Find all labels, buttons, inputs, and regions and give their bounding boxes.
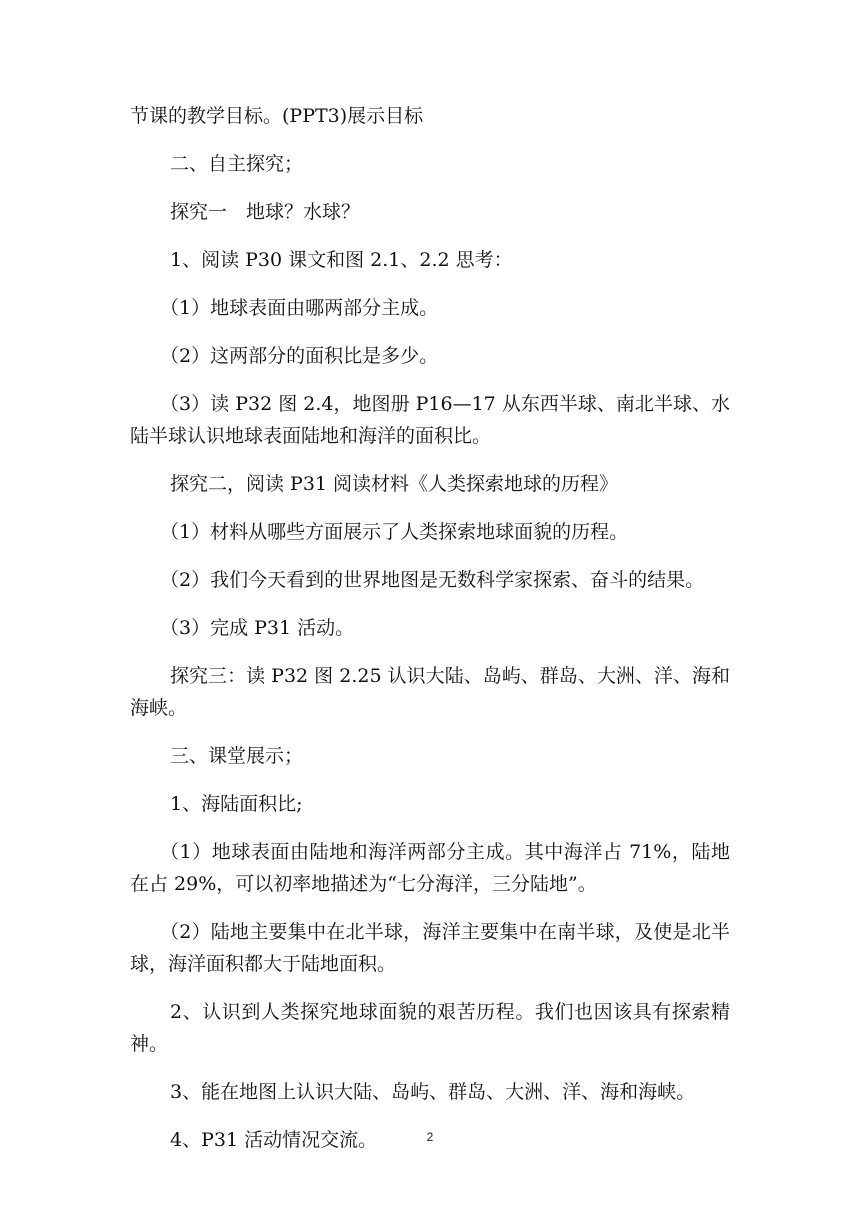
display-item-4: 4、P31 活动情况交流。 bbox=[170, 1129, 378, 1151]
display-item-3: 3、能在地图上认识大陆、岛屿、群岛、大洲、洋、海和海峡。 bbox=[170, 1081, 696, 1103]
section-heading-self-exploration: 二、自主探究； bbox=[170, 153, 304, 175]
section-heading-class-display: 三、课堂展示； bbox=[170, 745, 304, 767]
question-2-2: （2）我们今天看到的世界地图是无数科学家探索、奋斗的结果。 bbox=[160, 569, 705, 591]
exploration-two-title: 探究二，阅读 P31 阅读材料《人类探索地球的历程》 bbox=[170, 473, 619, 495]
question-1-3: （3）读 P32 图 2.4，地图册 P16—17 从东西半球、南北半球、水陆半球认识地球表面陆地和海洋的面积比。 bbox=[130, 393, 730, 447]
question-2-3: （3）完成 P31 活动。 bbox=[160, 617, 355, 639]
paragraph-continuation: 节课的教学目标。(PPT3)展示目标 bbox=[130, 105, 424, 127]
display-item-2: 2、认识到人类探究地球面貌的艰苦历程。我们也因该具有探索精神。 bbox=[130, 1001, 730, 1055]
exploration-three: 探究三：读 P32 图 2.25 认识大陆、岛屿、群岛、大洲、洋、海和海峡。 bbox=[130, 665, 730, 719]
question-1-1: （1）地球表面由哪两部分主成。 bbox=[160, 297, 439, 319]
display-item-1-2: （2）陆地主要集中在北半球，海洋主要集中在南半球，及使是北半球，海洋面积都大于陆地面积。 bbox=[130, 921, 730, 975]
display-item-1-1: （1）地球表面由陆地和海洋两部分主成。其中海洋占 71%，陆地在占 29%，可以初率地描述为“七分海洋，三分陆地”。 bbox=[130, 841, 730, 895]
exploration-one-title: 探究一 地球？水球？ bbox=[170, 201, 361, 223]
exploration-one-item-1: 1、阅读 P30 课文和图 2.1、2.2 思考： bbox=[170, 249, 513, 271]
document-body bbox=[130, 100, 730, 1172]
question-1-2: （2）这两部分的面积比是多少。 bbox=[160, 345, 439, 367]
page-number: 2 bbox=[426, 1130, 434, 1144]
question-2-1: （1）材料从哪些方面展示了人类探索地球面貌的历程。 bbox=[160, 521, 629, 543]
display-item-1: 1、海陆面积比; bbox=[170, 793, 303, 815]
